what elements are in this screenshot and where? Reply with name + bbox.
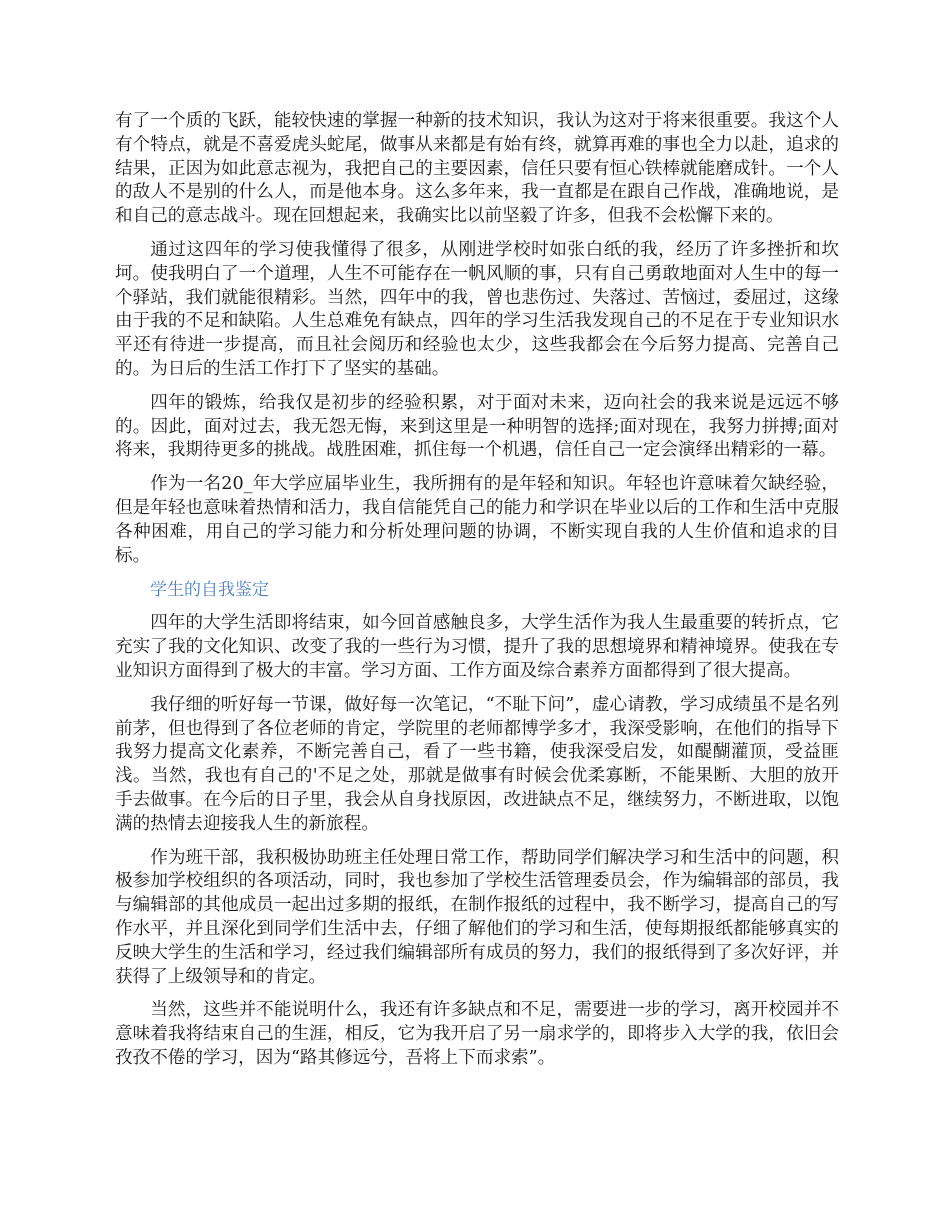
paragraph-four-years-training: 四年的锻炼，给我仅是初步的经验积累，对于面对未来，迈向社会的我来说是远远不够的。因此，面对过去，我无怨无悔，来到这里是一种明智的选择;面对现在，我努力拼搏;面对将来，我期待更多的挑战。战胜困难，抓住每一个机遇，信任自己一定会演绎出精彩的一幕。 <box>115 392 839 461</box>
paragraph-continuation: 有了一个质的飞跃，能较快速的掌握一种新的技术知识，我认为这对于将来很重要。我这个人有个特点，就是不喜爱虎头蛇尾，做事从来都是有始有终，就算再难的事也全力以赴，追求的结果，正因为如此意志视为，我把自己的主要因素，信任只要有恒心铁棒就能磨成针。一个人的敌人不是别的什么人，而是他本身。这么多年来，我一直都是在跟自己作战，准确地说，是和自己的意志战斗。现在回想起来，我确实比以前坚毅了许多，但我不会松懈下来的。 <box>115 111 839 227</box>
paragraph-university-summary: 四年的大学生活即将结束，如今回首感触良多，大学生活作为我人生最重要的转折点，它充实了我的文化知识、改变了我的一些行为习惯，提升了我的思想境界和精神境界。使我在专业知识方面得到了极大的丰富。学习方面、工作方面及综合素养方面都得到了很大提高。 <box>115 613 839 681</box>
paragraph-class-cadre-work: 作为班干部，我积极协助班主任处理日常工作，帮助同学们解决学习和生活中的问题，积极参加学校组织的各项活动，同时，我也参加了学校生活管理委员会，作为编辑部的部员，我与编辑部的其他成员一起出过多期的报纸，在制作报纸的过程中，我不断学习，提高自己的写作水平，并且深化到同学们生活中去，仔细了解他们的学习和生活，使每期报纸都能够真实的反映大学生的生活和学习，经过我们编辑部所有成员的努力，我们的报纸得到了多次好评，并获得了上级领导和的肯定。 <box>115 847 839 987</box>
paragraph-study-attitude: 我仔细的听好每一节课，做好每一次笔记，“不耻下问”，虚心请教，学习成绩虽不是名列前茅，但也得到了各位老师的肯定，学院里的老师都博学多才，我深受影响，在他们的指导下我努力提高文化素养，不断完善自己，看了一些书籍，使我深受启发，如醍醐灌顶，受益匪浅。当然，我也有自己的'不足之处，那就是做事有时候会优柔寡断，不能果断、大胆的放开手去做事。在今后的日子里，我会从自身找原因，改进缺点不足，继续努力，不断进取，以饱满的热情去迎接我人生的新旅程。 <box>115 694 839 834</box>
paragraph-closing: 当然，这些并不能说明什么，我还有许多缺点和不足，需要进一步的学习，离开校园并不意味着我将结束自己的生涯，相反，它为我开启了另一扇求学的，即将步入大学的我，依旧会孜孜不倦的学习，因为“路其修远兮，吾将上下而求索”。 <box>115 1000 839 1068</box>
document-body <box>115 110 839 1081</box>
paragraph-graduate-outlook: 作为一名20_年大学应届毕业生，我所拥有的是年轻和知识。年轻也许意味着欠缺经验，但是年轻也意味着热情和活力，我自信能凭自己的能力和学识在毕业以后的工作和生活中克服各种困难，用自己的学习能力和分析处理问题的协调，不断实现自我的人生价值和追求的目标。 <box>115 474 839 566</box>
section-heading: 学生的自我鉴定 <box>150 580 269 601</box>
paragraph-study-lessons: 通过这四年的学习使我懂得了很多，从刚进学校时如张白纸的我，经历了许多挫折和坎坷。使我明白了一个道理，人生不可能存在一帆风顺的事，只有自己勇敢地面对人生中的每一个驿站，我们就能很精彩。当然，四年中的我，曾也悲伤过、失落过、苦恼过，委屈过，这缘由于我的不足和缺陷。人生总难免有缺点，四年的学习生活我发现自己的不足在于专业知识水平还有待进一步提高，而且社会阅历和经验也太少，这些我都会在今后努力提高、完善自己的。为日后的生活工作打下了坚实的基础。 <box>115 239 839 379</box>
